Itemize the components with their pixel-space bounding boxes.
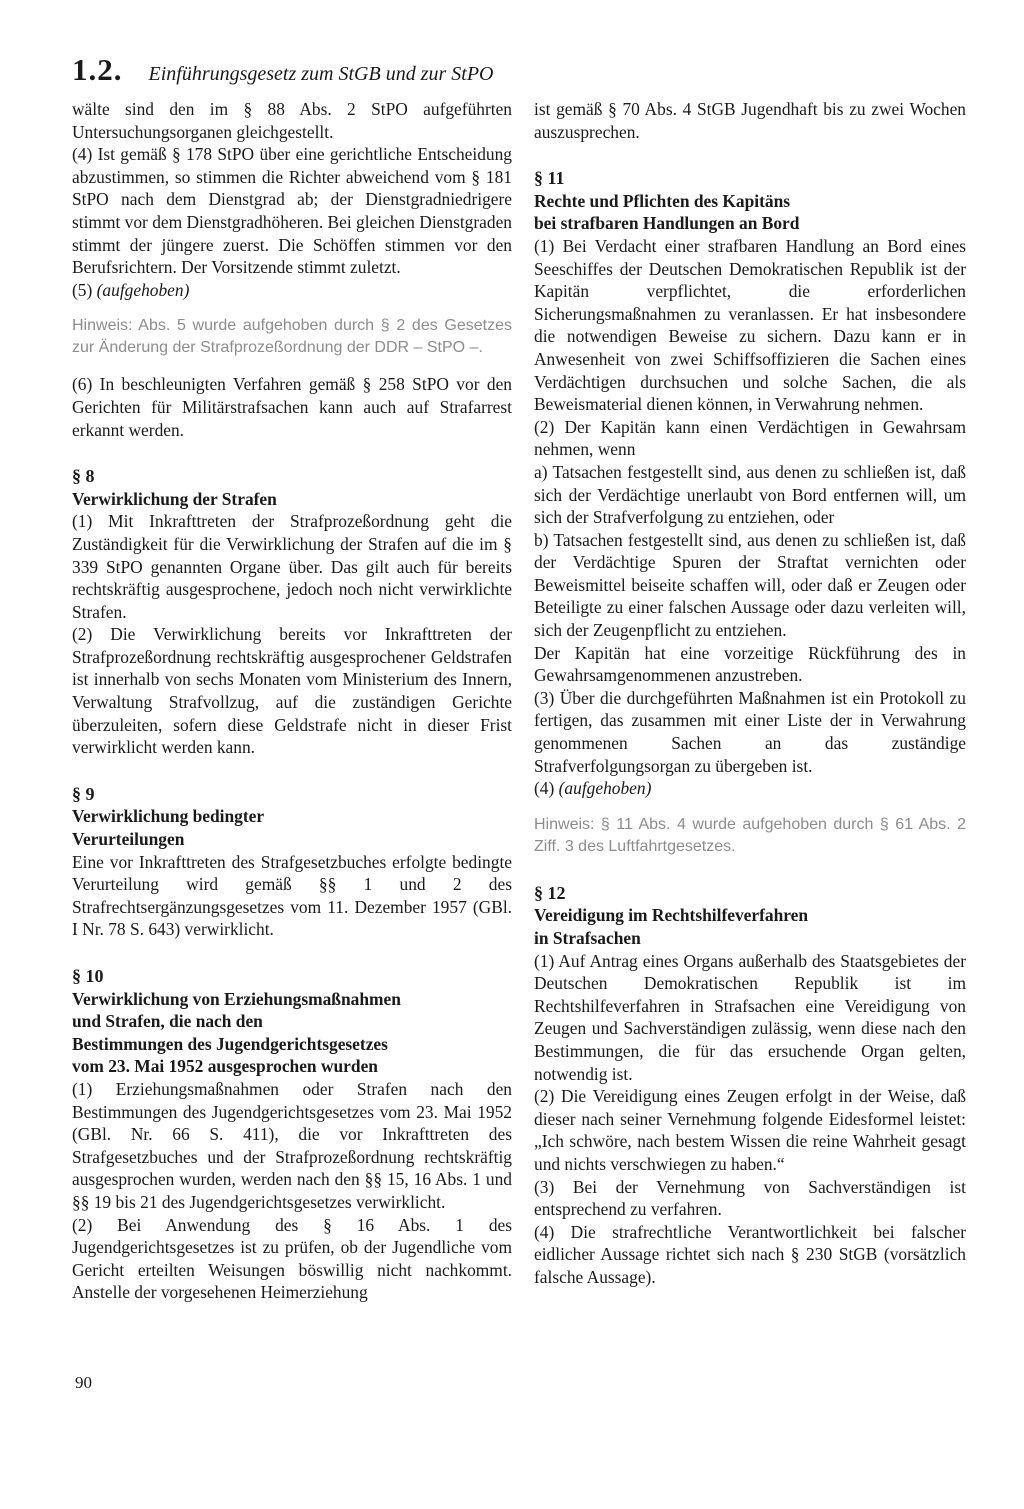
paragraph: (1) Erziehungsmaßnahmen oder Strafen nach den Bestimmungen des Jugendgerichtsgesetzes vom 23. Mai 1952 (GBl. Nr. 66 S. 411), die vor Inkrafttreten des Strafgesetzbuches und der Strafprozeßordnung rechtskräftig ausgesprochen wurden, werden nach den §§ 15, 16 Abs. 1 und §§ 19 bis 21 des Jugendgerichtsgesetzes verwirklicht. [72, 1078, 512, 1212]
chapter-title: Einführungsgesetz zum StGB und zur StPO [148, 63, 494, 85]
paragraph: (2) Die Verwirklichung bereits vor Inkrafttreten der Strafprozeßordnung rechtskräftig ausgesprochener Geldstrafen ist innerhalb von sechs Monaten vom Ministerium des Innern, Verwaltung Strafvollzug, auf die zuständigen Gerichte überzuleiten, sofern diese Geldstrafe nicht in dieser Frist verwirklicht werden kann. [72, 624, 512, 758]
section-number: § 10 [72, 966, 104, 986]
section-title: und Strafen, die nach den [72, 1011, 263, 1032]
paragraph: (2) Die Vereidigung eines Zeugen erfolgt in der Weise, daß dieser nach seiner Vernehmung folgende Eidesformel leistet: „Ich schwöre, nach bestem Wissen die reine Wahrheit gesagt und nichts verschwiegen zu haben.“ [534, 1086, 966, 1174]
note: Hinweis: Abs. 5 wurde aufgehoben durch § 2 des Gesetzes zur Änderung der Strafprozeßordnung der DDR – StPO –. [72, 317, 512, 357]
paragraph: (3) Über die durchgeführten Maßnahmen ist ein Protokoll zu fertigen, das zusammen mit einer Liste der in Verwahrung genommenen Sachen an das zuständige Strafverfolgungsorgan zu übergeben ist. [534, 687, 966, 776]
paragraph: (4) Die strafrechtliche Verantwortlichkeit bei falscher eidlicher Aussage richtet sich nach § 230 StGB (vorsätzlich falsche Aussage). [534, 1221, 966, 1287]
paragraph-label: (4) [534, 778, 555, 799]
repealed-note: (aufgehoben) [96, 279, 190, 300]
chapter-number: 1.2. [72, 52, 123, 87]
section-title: Verwirklichung von Erziehungsmaßnahmen [72, 988, 401, 1009]
section-title: Bestimmungen des Jugendgerichtsgesetzes [72, 1033, 388, 1054]
paragraph [72, 279, 512, 302]
paragraph: (1) Auf Antrag eines Organs außerhalb des Staatsgebietes der Deutschen Demokratischen Republik ist im Rechtshilfeverfahren in Strafsachen eine Vereidigung von Zeugen und Sachverständigen zulässig, wenn diese nach den Bestimmungen, die für das ersuchende Organ gelten, notwendig ist. [534, 950, 966, 1084]
section-number: § 12 [534, 882, 566, 903]
paragraph: (1) Mit Inkrafttreten der Strafprozeßordnung geht die Zuständigkeit für die Verwirklichung der Strafen auf die im § 339 StPO genannten Organe über. Das gilt auch für bereits rechtskräftig ausgesprochene, jedoch noch nicht verwirklichte Strafen. [72, 511, 512, 622]
paragraph: (3) Bei der Vernehmung von Sachverständigen ist entsprechend zu verfahren. [534, 1176, 966, 1220]
right-column [534, 98, 966, 1289]
paragraph: Der Kapitän hat eine vorzeitige Rückführung des in Gewahrsamgenommenen anzustreben. [534, 642, 966, 686]
paragraph: (4) Ist gemäß § 178 StPO über eine gerichtliche Entscheidung abzustimmen, so stimmen die Richter abweichend vom § 181 StPO nach dem Dienstgrad ab; der Dienstgradniedrigere stimmt vor dem Dienstgradhöheren. Bei gleichen Dienstgraden stimmt der jüngere zuerst. Die Schöffen stimmen vor den Berufsrichtern. Der Vorsitzende stimmt zuletzt. [72, 144, 512, 278]
paragraph [534, 777, 966, 800]
paragraph: b) Tatsachen festgestellt sind, aus denen zu schließen ist, daß der Verdächtige Spuren der Straftat vernichten oder Beweismittel beiseite schaffen will, oder daß er Zeugen oder Beteiligte zu einer falschen Aussage oder dazu verleiten will, sich der Zeugenpflicht zu entziehen. [534, 529, 966, 641]
page-header [72, 52, 494, 88]
section-title: Vereidigung im Rechtshilfeverfahren [534, 905, 809, 926]
paragraph: ist gemäß § 70 Abs. 4 StGB Jugendhaft bis zu zwei Wochen auszusprechen. [534, 99, 966, 142]
section-title: bei strafbaren Handlungen an Bord [534, 213, 800, 234]
paragraph: wälte sind den im § 88 Abs. 2 StPO aufgeführten Untersuchungsorganen gleichgestellt. [72, 99, 512, 142]
paragraph: (1) Bei Verdacht einer strafbaren Handlung an Bord eines Seeschiffes der Deutschen Demokratischen Republik ist der Kapitän verpflichtet, die erforderlichen Sicherungsmaßnahmen zu veranlassen. Er hat insbesondere die notwendigen Beweise zu sichern. Dazu kann er in Anwesenheit von zwei Schiffsoffizieren die Sachen eines Verdächtigen durchsuchen und solche Sachen, die als Beweismaterial dienen können, in Verwahrung nehmen. [534, 235, 966, 415]
section-title: Verwirklichung bedingter [72, 806, 265, 827]
left-column [72, 98, 512, 1304]
page-number: 90 [75, 1373, 92, 1392]
repealed-note: (aufgehoben) [558, 778, 652, 799]
paragraph: (2) Der Kapitän kann einen Verdächtigen in Gewahrsam nehmen, wenn [534, 416, 966, 460]
section-number: § 8 [72, 466, 95, 487]
paragraph-label: (5) [72, 279, 93, 300]
section-title: Verwirklichung der Strafen [72, 488, 277, 509]
section-title: Rechte und Pflichten des Kapitäns [534, 190, 791, 211]
paragraph: Eine vor Inkrafttreten des Strafgesetzbuches erfolgte bedingte Verurteilung wird gemäß §§ 1 und 2 des Strafrechtsergänzungsgesetzes vom 11. Dezember 1957 (GBl. I Nr. 78 S. 643) verwirklicht. [72, 851, 512, 940]
paragraph: (6) In beschleunigten Verfahren gemäß § 258 StPO vor den Gerichten für Militärstrafsachen kann auch auf Strafarrest erkannt werden. [72, 374, 512, 440]
section-number: § 11 [534, 168, 565, 189]
section-title: vom 23. Mai 1952 ausgesprochen wurden [72, 1056, 378, 1077]
section-number: § 9 [72, 783, 95, 804]
note: Hinweis: § 11 Abs. 4 wurde aufgehoben durch § 61 Abs. 2 Ziff. 3 des Luftfahrtgesetzes. [534, 815, 966, 855]
section-title: in Strafsachen [534, 928, 641, 948]
section-title: Verurteilungen [72, 829, 185, 850]
paragraph: (2) Bei Anwendung des § 16 Abs. 1 des Jugendgerichtsgesetzes ist zu prüfen, ob der Jugendliche vom Gericht erteilten Weisungen böswillig nicht nachkommt. Anstelle der vorgesehenen Heimerziehung [72, 1214, 512, 1303]
paragraph: a) Tatsachen festgestellt sind, aus denen zu schließen ist, daß sich der Verdächtige unerlaubt von Bord entfernen will, um sich der Strafverfolgung zu entziehen, oder [534, 461, 966, 528]
